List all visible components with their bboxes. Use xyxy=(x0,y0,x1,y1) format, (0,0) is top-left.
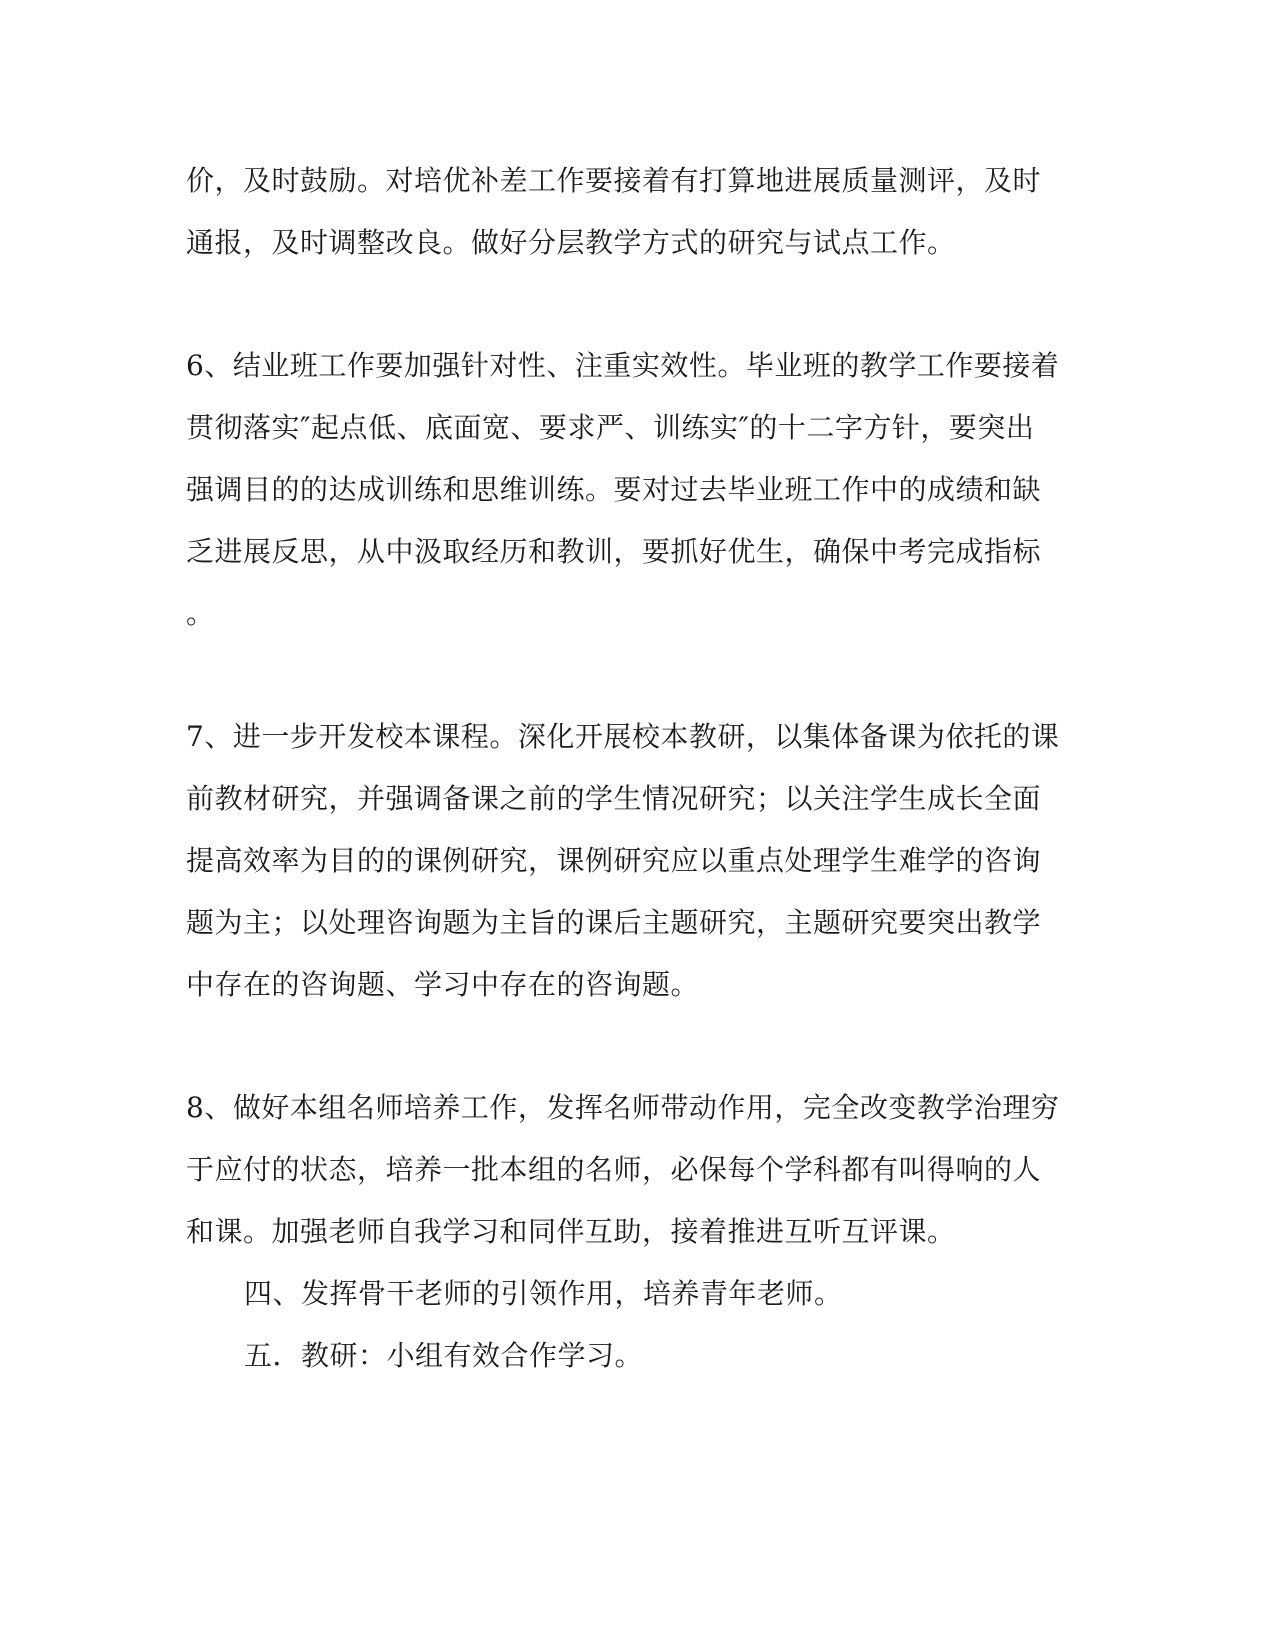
text-line: 6、结业班工作要加强针对性、注重实效性。毕业班的教学工作要接着 xyxy=(186,349,1060,382)
text-line: 和课。加强老师自我学习和同伴互助，接着推进互听互评课。 xyxy=(186,1215,956,1248)
text-line: 于应付的状态，培养一批本组的名师，必保每个学科都有叫得响的人 xyxy=(186,1153,1042,1186)
text-line: 贯彻落实″起点低、底面宽、要求严、训练实″的十二字方针，要突出 xyxy=(186,411,1035,444)
text-line: 中存在的咨询题、学习中存在的咨询题。 xyxy=(186,968,700,1001)
text-line: 7、进一步开发校本课程。深化开展校本教研，以集体备课为依托的课 xyxy=(186,720,1060,753)
text-line: 前教材研究，并强调备课之前的学生情况研究；以关注学生成长全面 xyxy=(186,782,1042,815)
text-line: 8、做好本组名师培养工作，发挥名师带动作用，完全改变教学治理穷 xyxy=(186,1091,1060,1124)
text-line: 价，及时鼓励。对培优补差工作要接着有打算地进展质量测评，及时 xyxy=(186,164,1042,197)
text-line: 提高效率为目的的课例研究，课例研究应以重点处理学生难学的咨询 xyxy=(186,844,1042,877)
text-line: 强调目的的达成训练和思维训练。要对过去毕业班工作中的成绩和缺 xyxy=(186,473,1042,506)
section-five-heading: 五．教研：小组有效合作学习。 xyxy=(244,1339,644,1372)
text-line: 通报，及时调整改良。做好分层教学方式的研究与试点工作。 xyxy=(186,226,956,259)
text-line: 题为主；以处理咨询题为主旨的课后主题研究，主题研究要突出教学 xyxy=(186,906,1042,939)
section-four-heading: 四、发挥骨干老师的引领作用，培养青年老师。 xyxy=(244,1277,843,1310)
text-line: 乏进展反思，从中汲取经历和教训，要抓好优生，确保中考完成指标 xyxy=(186,535,1042,568)
text-line: 。 xyxy=(186,597,215,630)
